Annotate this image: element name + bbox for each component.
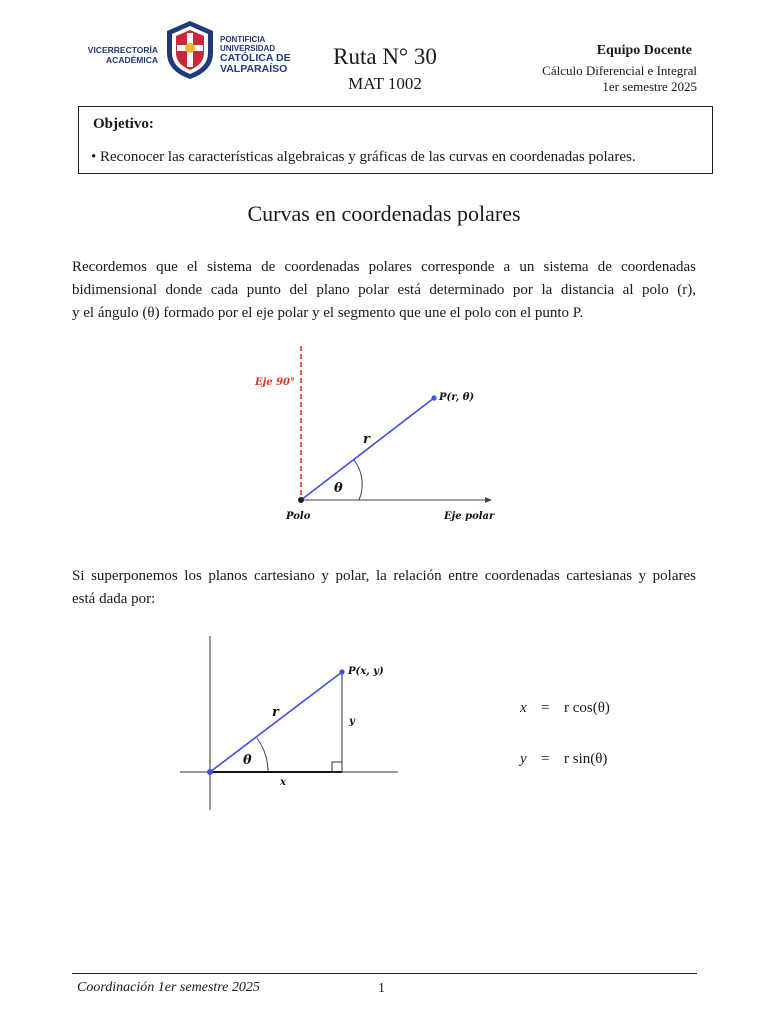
- angle-label: θ: [243, 753, 252, 768]
- course-code: MAT 1002: [348, 74, 422, 93]
- relation-line-2: está dada por:: [72, 591, 156, 607]
- equation-x: [510, 700, 650, 720]
- objective-item-text: Reconocer las características algebraicas y gráficas de las curvas en coordenadas polares.: [100, 149, 636, 165]
- pole-marker: [298, 497, 304, 503]
- relation-paragraph: [72, 565, 696, 611]
- point-p-marker: [431, 395, 436, 400]
- footer-rule: [72, 973, 697, 974]
- intro-line-2: bidimensional donde cada punto del plano polar está determinado por la distancia al polo (r),: [72, 282, 696, 298]
- angle-label: θ: [334, 481, 343, 496]
- polar-figure: [240, 340, 520, 530]
- university-line4: VALPARAÍSO: [220, 63, 288, 75]
- semester-label: 1er semestre 2025: [602, 79, 697, 94]
- intro-line-1: Recordemos que el sistema de coordenadas polares corresponde a un sistema de coordenadas: [72, 259, 696, 275]
- angle-arc: [257, 738, 268, 772]
- equation-y-lhs: y: [520, 751, 527, 767]
- x-label: x: [280, 777, 286, 788]
- cartesian-figure: [170, 630, 410, 820]
- equation-y: [510, 751, 650, 771]
- equation-y-equals: =: [541, 751, 550, 767]
- university-line2: UNIVERSIDAD: [220, 44, 276, 53]
- objective-heading: Objetivo:: [93, 116, 154, 132]
- polar-axis-arrow-icon: [485, 497, 492, 503]
- angle-arc: [354, 460, 362, 500]
- objective-box: [78, 106, 713, 174]
- team-label: Equipo Docente: [596, 43, 692, 58]
- page-number: 1: [378, 981, 385, 996]
- objective-item: [91, 149, 706, 166]
- vicerrectoria-line1: VICERRECTORÍA: [87, 45, 158, 55]
- bullet-icon: •: [91, 149, 97, 165]
- section-title: Curvas en coordenadas polares: [247, 201, 521, 226]
- point-p-marker: [339, 669, 344, 674]
- radius-label: r: [363, 432, 370, 447]
- subject-label: Cálculo Diferencial e Integral: [542, 63, 697, 78]
- footer-coordination: Coordinación 1er semestre 2025: [77, 980, 260, 995]
- vicerrectoria-line2: ACADÉMICA: [106, 55, 158, 65]
- document-title: Ruta N° 30: [333, 44, 437, 69]
- polar-axis-label: Eje polar: [444, 511, 495, 522]
- radius-segment: [301, 398, 434, 500]
- equation-x-rhs: r cos(θ): [564, 700, 610, 716]
- origin-marker: [207, 769, 213, 775]
- vicerrectoria-logo: [72, 45, 158, 65]
- university-seal-icon: [163, 19, 217, 81]
- equation-x-equals: =: [541, 700, 550, 716]
- right-angle-mark: [332, 762, 342, 772]
- point-p-label: P(x, y): [348, 666, 384, 677]
- radius-segment: [210, 672, 342, 772]
- axis-90-label: Eje 90°: [255, 377, 295, 388]
- equation-y-rhs: r sin(θ): [564, 751, 608, 767]
- university-name: [220, 35, 300, 75]
- radius-label: r: [272, 705, 279, 720]
- university-line3: CATÓLICA DE: [220, 52, 291, 64]
- point-p-label: P(r, θ): [439, 392, 475, 403]
- intro-paragraph: [72, 256, 696, 325]
- pole-label: Polo: [286, 511, 311, 522]
- university-line1: PONTIFICIA: [220, 35, 266, 44]
- y-label: y: [349, 716, 355, 727]
- relation-line-1: Si superponemos los planos cartesiano y polar, la relación entre coordenadas cartesianas y polares: [72, 568, 696, 584]
- intro-line-3: y el ángulo (θ) formado por el eje polar y el segmento que une el polo con el punto P.: [72, 305, 584, 321]
- equation-x-lhs: x: [520, 700, 527, 716]
